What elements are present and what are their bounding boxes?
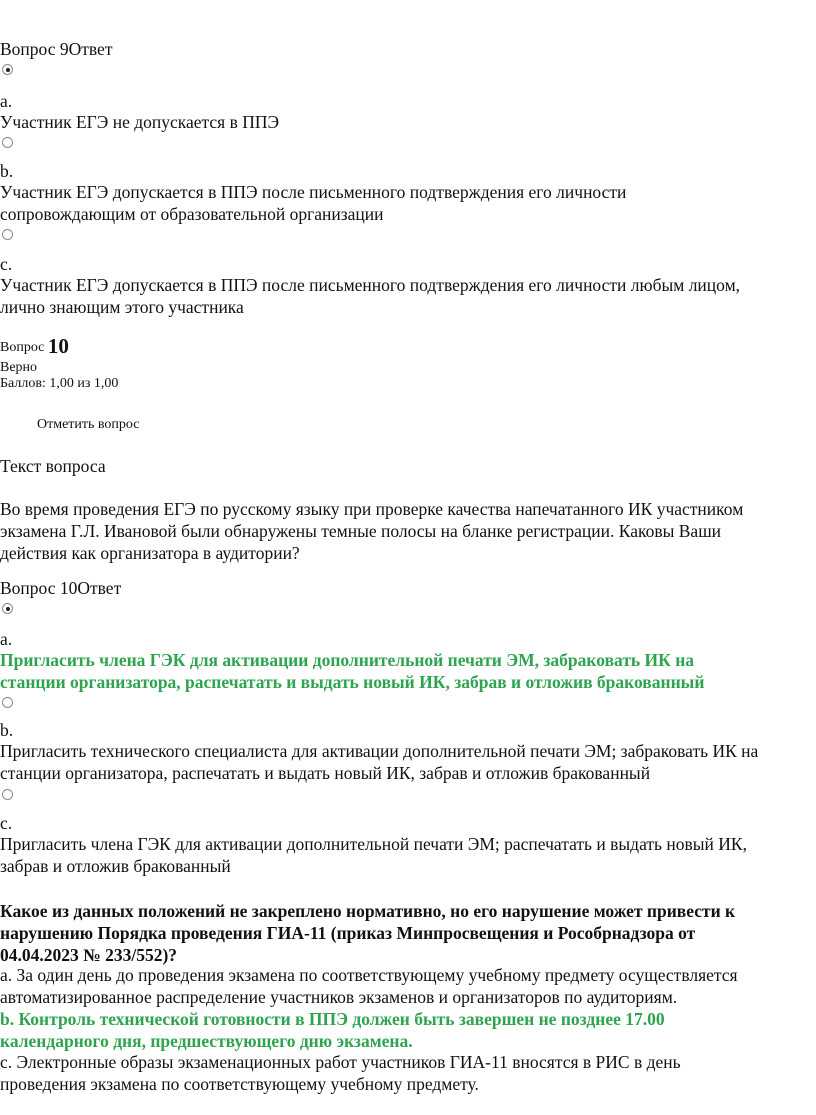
q9-option-b-text-line1[interactable]: Участник ЕГЭ допускается в ППЭ после письменного подтверждения его личности [0,182,627,202]
q10-heading: Вопрос 10Ответ [0,578,122,598]
q9-option-b-letter: b. [0,161,14,181]
q9-option-c-text-line2[interactable]: лично знающим этого участника [0,297,244,317]
q11-option-c-line1: c. Электронные образы экзаменационных работ участников ГИА-11 вносятся в РИС в день [0,1052,681,1072]
q11-option-b-line1: b. Контроль технической готовности в ППЭ должен быть завершен не позднее 17.00 [0,1009,665,1029]
q9-heading: Вопрос 9Ответ [0,39,113,59]
q10-option-b-radio[interactable] [2,697,13,708]
q9-option-a-letter: a. [0,91,13,111]
q9-option-c-letter: c. [0,254,13,274]
q10-option-b-text-line2[interactable]: станции организатора, распечатать и выдать новый ИК, забрав и отложив бракованный [0,763,651,783]
q10-score: Баллов: 1,00 из 1,00 [0,376,119,391]
q10-label-text: Вопрос [0,340,45,355]
q10-option-c-letter: c. [0,813,13,833]
q9-option-b-text-line2[interactable]: сопровождающим от образовательной организации [0,204,384,224]
q9-option-c-radio[interactable] [2,229,13,240]
q10-option-b-letter: b. [0,720,14,740]
q10-status: Верно [0,360,38,375]
question-text-heading: Текст вопроса [0,456,106,476]
q9-option-b-radio[interactable] [2,137,13,148]
q11-option-b-line2: календарного дня, предшествующего дню экзамена. [0,1031,413,1051]
q10-number: 10 [47,334,69,358]
q10-option-a-text-line2[interactable]: станции организатора, распечатать и выдать новый ИК, забрав и отложив бракованный [0,672,705,692]
q10-question-line2: экзамена Г.Л. Ивановой были обнаружены темные полосы на бланке регистрации. Каковы Ваши [0,521,722,541]
q10-option-c-text-line2[interactable]: забрав и отложив бракованный [0,856,231,876]
q10-option-a-radio[interactable] [2,603,13,614]
flag-question-link[interactable]: Отметить вопрос [37,417,140,432]
q9-option-a-text[interactable]: Участник ЕГЭ не допускается в ППЭ [0,112,280,132]
q9-option-c-text-line1[interactable]: Участник ЕГЭ допускается в ППЭ после письменного подтверждения его личности любым лицом, [0,275,741,295]
q10-question-line3: действия как организатора в аудитории? [0,543,300,563]
q10-number-label [0,334,69,358]
q9-option-a-radio[interactable] [2,64,13,75]
q10-option-a-letter: a. [0,629,13,649]
q11-option-a-line1: a. За один день до проведения экзамена по соответствующему учебному предмету осуществляется [0,965,738,985]
q11-question-line2: нарушению Порядка проведения ГИА-11 (приказ Минпросвещения и Рособрнадзора от [0,923,696,943]
q10-option-b-text-line1[interactable]: Пригласить технического специалиста для активации дополнительной печати ЭМ; забраковать ИК на [0,741,759,761]
q10-option-c-text-line1[interactable]: Пригласить члена ГЭК для активации дополнительной печати ЭМ; распечатать и выдать новый ИК, [0,834,747,854]
q11-option-a-line2: автоматизированное распределение участников экзаменов и организаторов по аудиториям. [0,987,678,1007]
q11-option-c-line2: проведения экзамена по соответствующему учебному предмету. [0,1074,479,1094]
q11-question-line3: 04.04.2023 № 233/552)? [0,945,178,965]
q10-question-line1: Во время проведения ЕГЭ по русскому языку при проверке качества напечатанного ИК участником [0,499,744,519]
q11-question-line1: Какое из данных положений не закреплено нормативно, но его нарушение может привести к [0,901,736,921]
q10-option-c-radio[interactable] [2,789,13,800]
q10-option-a-text-line1[interactable]: Пригласить члена ГЭК для активации дополнительной печати ЭМ, забраковать ИК на [0,650,695,670]
